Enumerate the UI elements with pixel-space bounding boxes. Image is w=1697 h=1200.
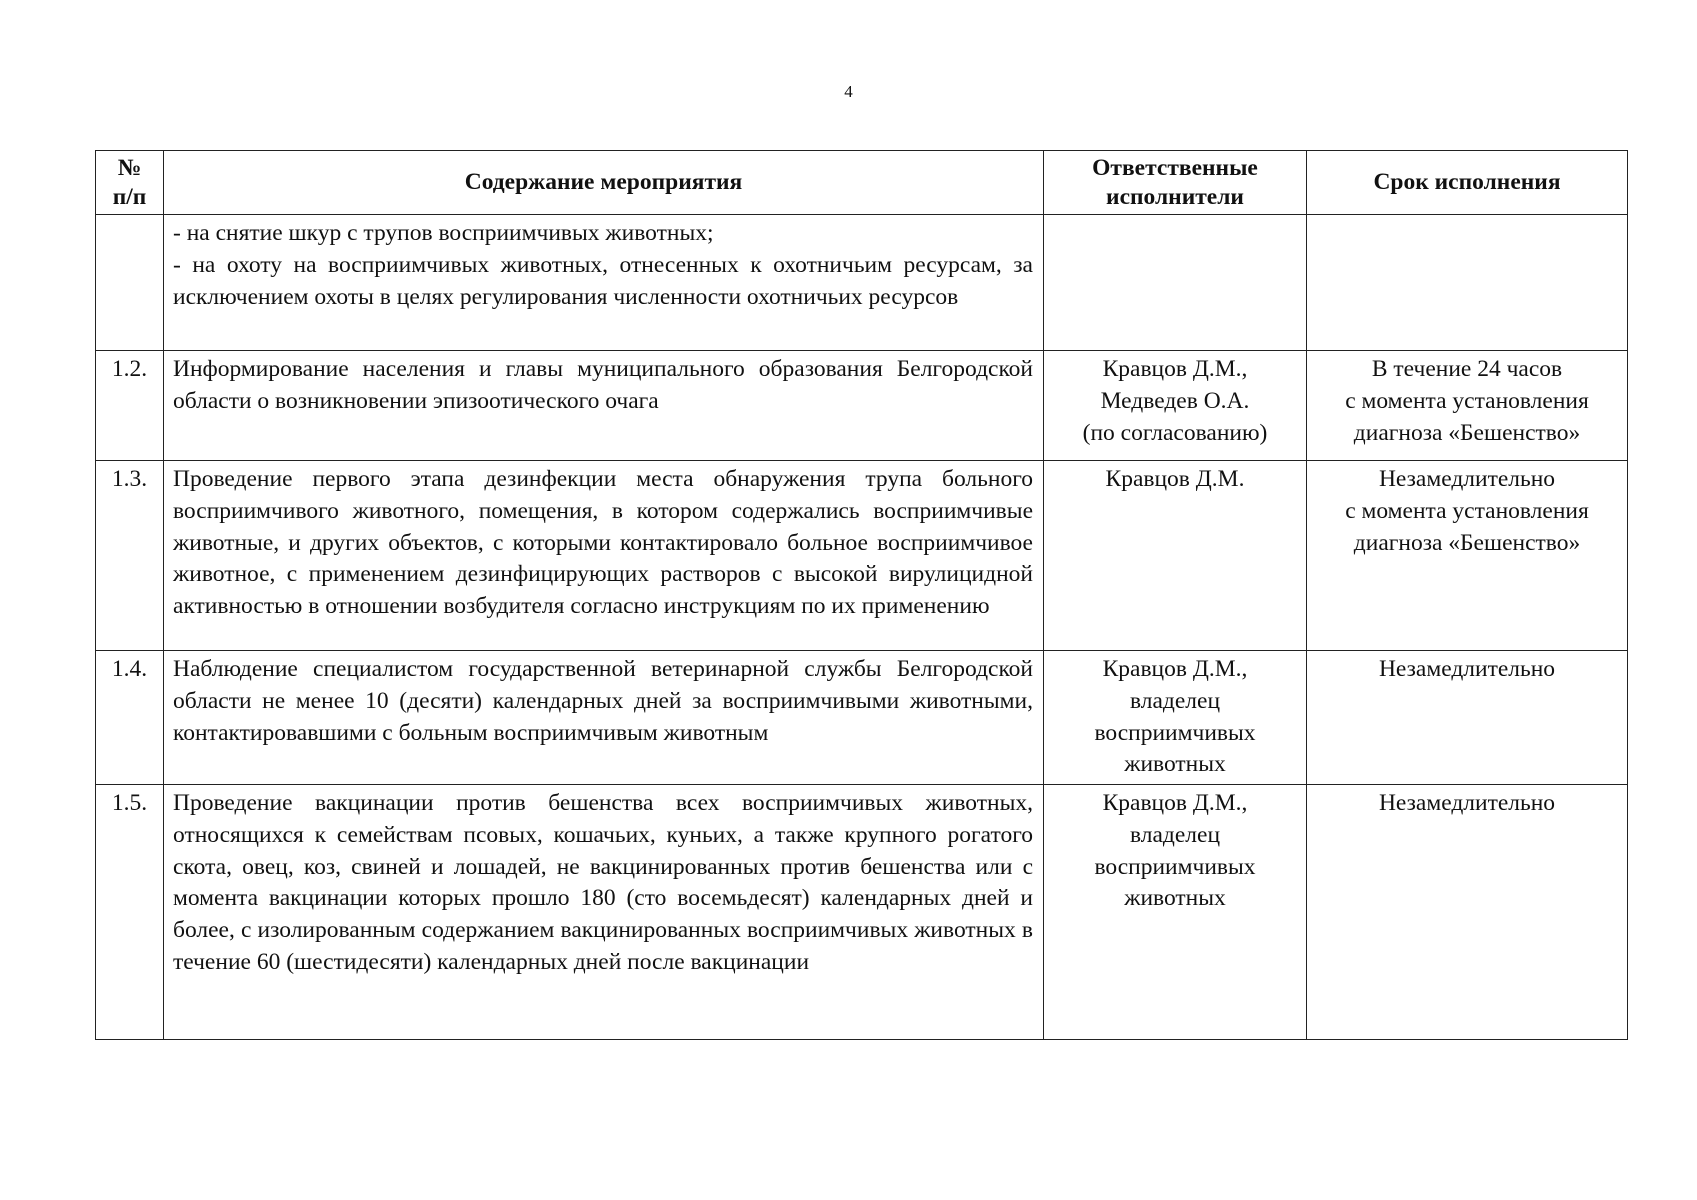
content-line: Проведение первого этапа дезинфекции места обнаружения трупа больного восприимчивого животного, помещения, в котором содержались восприимчивые животные, и других объектов, с которыми контактировало больное восприимчивое животное, с применением дезинфицирующих растворов с высокой вирулицидной активностью в отношении возбудителя согласно инструкциям по их применению xyxy=(173,466,1033,620)
responsible-line: животных xyxy=(1124,751,1226,778)
row-content xyxy=(164,351,1044,461)
row-responsible xyxy=(1044,785,1307,1040)
term-line: диагноза «Бешенство» xyxy=(1353,419,1581,446)
responsible-line: Кравцов Д.М. xyxy=(1105,466,1245,492)
header-content: Содержание мероприятия xyxy=(164,151,1044,215)
row-content xyxy=(164,651,1044,785)
row-content xyxy=(164,785,1044,1040)
row-term xyxy=(1307,351,1628,461)
row-responsible xyxy=(1044,215,1307,351)
responsible-line: животных xyxy=(1124,885,1226,912)
responsible-line: Медведев О.А. xyxy=(1100,387,1250,414)
content-line: - на охоту на восприимчивых животных, отнесенных к охотничьим ресурсам, за исключением охоты в целях регулирования численности охотничьих ресурсов xyxy=(173,251,1033,310)
table-row xyxy=(96,785,1628,1040)
row-responsible xyxy=(1044,351,1307,461)
header-responsible xyxy=(1044,151,1307,215)
term-line: В течение 24 часов xyxy=(1371,356,1563,382)
row-number: 1.4. xyxy=(96,651,164,785)
measures-table xyxy=(95,150,1628,1040)
header-term: Срок исполнения xyxy=(1307,151,1628,215)
table-row xyxy=(96,651,1628,785)
row-term xyxy=(1307,651,1628,785)
responsible-line: владелец xyxy=(1129,821,1221,848)
content-line: Наблюдение специалистом государственной ветеринарной службы Белгородской области не менее 10 (десяти) календарных дней за восприимчивыми животными, контактировавшими с больным восприимчивым животным xyxy=(173,656,1033,746)
page-number: 4 xyxy=(844,82,853,101)
responsible-line: (по согласованию) xyxy=(1082,419,1268,446)
header-responsible-line1: Ответственные xyxy=(1092,154,1258,181)
header-number-symbol: № xyxy=(117,154,142,181)
responsible-line: Кравцов Д.М., xyxy=(1102,356,1248,382)
row-content xyxy=(164,215,1044,351)
term-line: с момента установления xyxy=(1345,387,1589,414)
row-term xyxy=(1307,461,1628,651)
responsible-line: восприимчивых xyxy=(1094,853,1256,880)
term-line: Незамедлительно xyxy=(1378,466,1556,492)
header-number xyxy=(96,151,164,215)
table-header-row xyxy=(96,151,1628,215)
content-line: Информирование населения и главы муниципального образования Белгородской области о возникновении эпизоотического очага xyxy=(173,356,1033,414)
row-number: 1.3. xyxy=(96,461,164,651)
content-line: - на снятие шкур с трупов восприимчивых животных; xyxy=(173,220,714,246)
table-row xyxy=(96,461,1628,651)
term-line: диагноза «Бешенство» xyxy=(1353,529,1581,556)
table-row xyxy=(96,351,1628,461)
term-line: Незамедлительно xyxy=(1378,656,1556,682)
term-line: с момента установления xyxy=(1345,497,1589,524)
responsible-line: Кравцов Д.М., xyxy=(1102,790,1248,816)
row-number xyxy=(96,215,164,351)
term-line: Незамедлительно xyxy=(1378,790,1556,816)
row-responsible xyxy=(1044,651,1307,785)
row-content xyxy=(164,461,1044,651)
responsible-line: Кравцов Д.М., xyxy=(1102,656,1248,682)
row-number: 1.2. xyxy=(96,351,164,461)
header-responsible-line2: исполнители xyxy=(1106,183,1244,210)
row-responsible xyxy=(1044,461,1307,651)
row-number: 1.5. xyxy=(96,785,164,1040)
content-line: Проведение вакцинации против бешенства всех восприимчивых животных, относящихся к семействам псовых, кошачьих, куньих, а также крупного рогатого скота, овец, коз, свиней и лошадей, не вакцинированных против бешенства или с момента вакцинации которых прошло 180 (сто восемьдесят) календарных дней и более, с изолированным содержанием вакцинированных восприимчивых животных в течение 60 (шестидесяти) календарных дней после вакцинации xyxy=(173,790,1033,975)
row-term xyxy=(1307,215,1628,351)
row-term xyxy=(1307,785,1628,1040)
table-row xyxy=(96,215,1628,351)
responsible-line: владелец xyxy=(1129,687,1221,714)
header-number-abbrev: п/п xyxy=(112,183,147,210)
responsible-line: восприимчивых xyxy=(1094,719,1256,746)
